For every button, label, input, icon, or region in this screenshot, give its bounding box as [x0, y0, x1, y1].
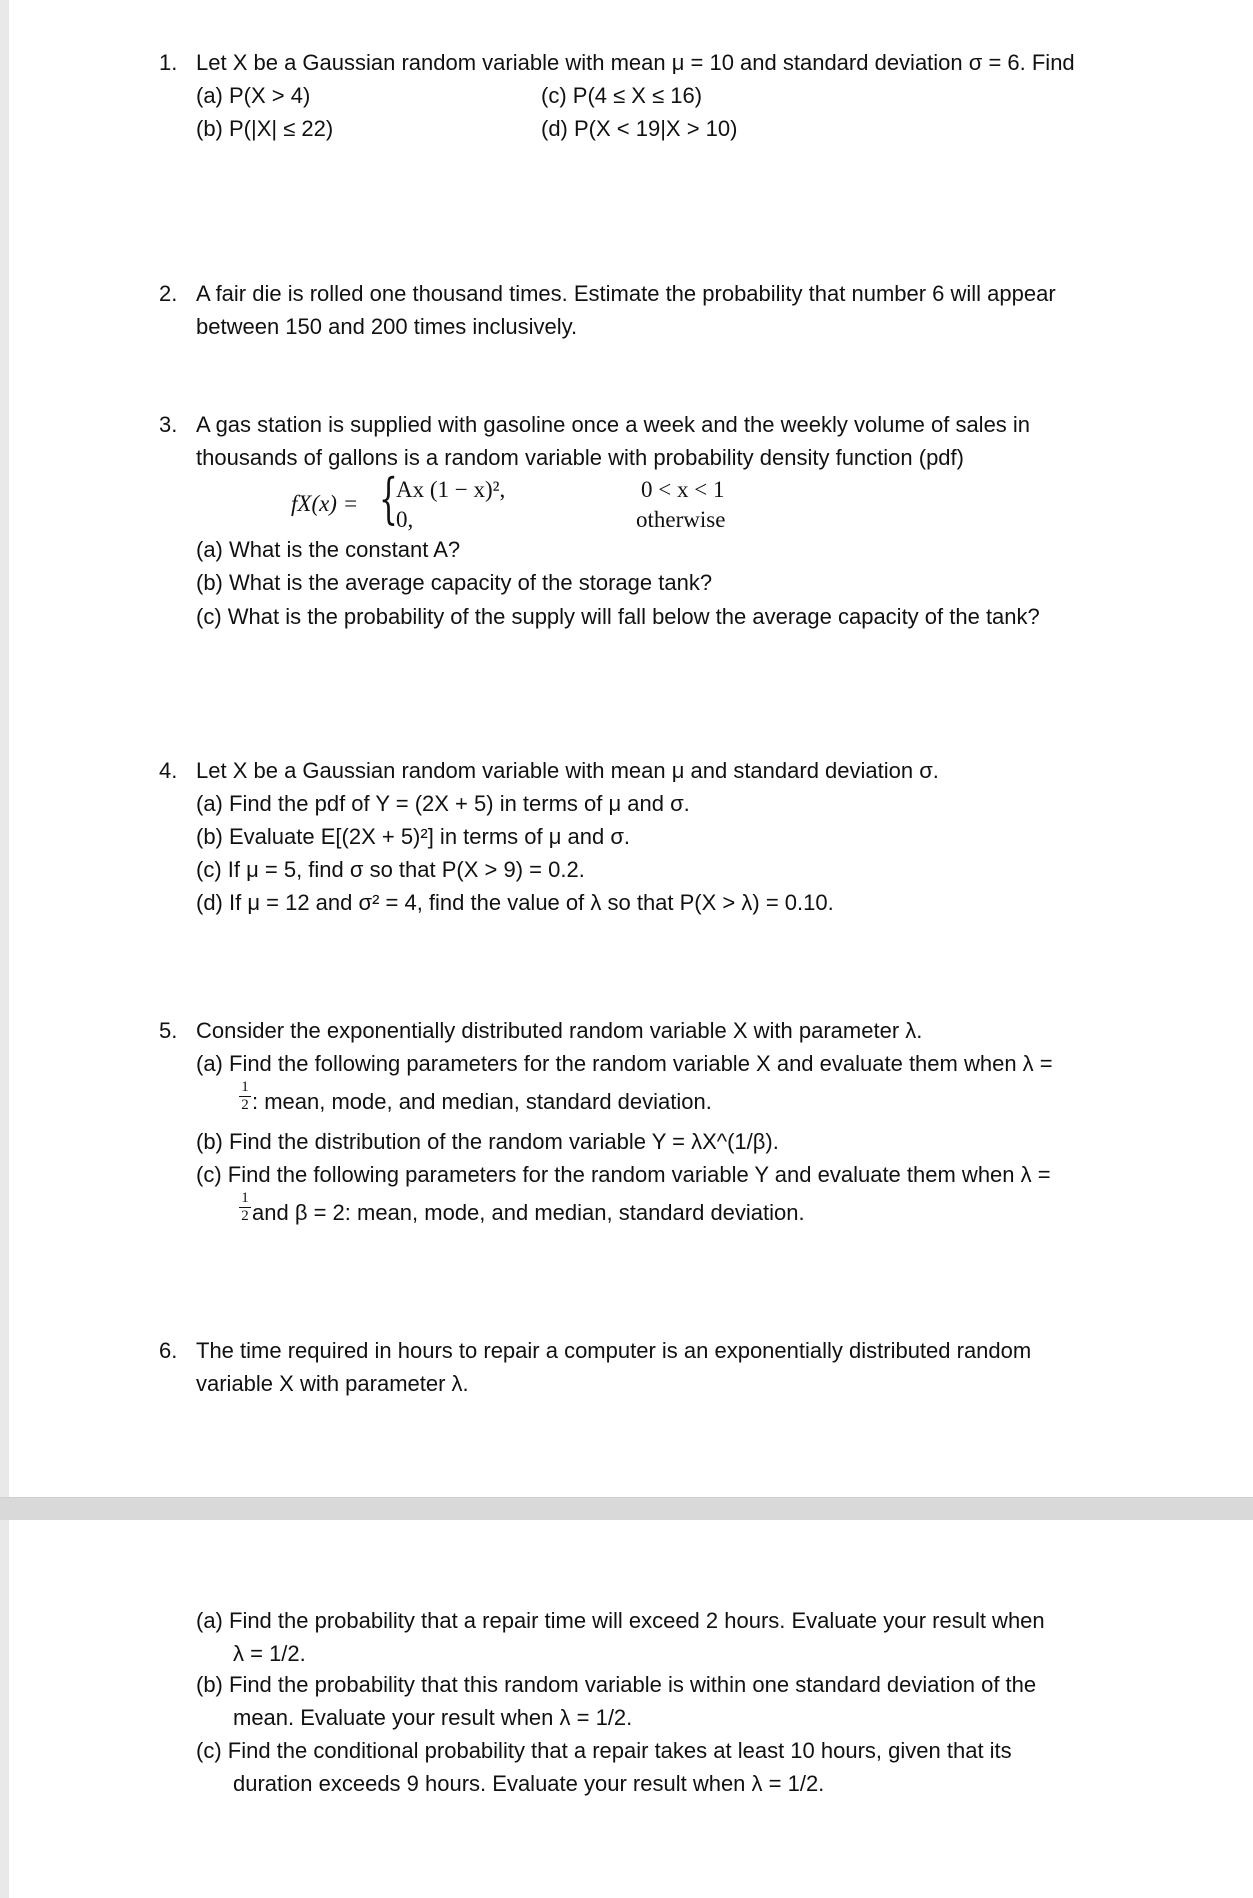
q3-piecewise-brace: {	[379, 467, 398, 530]
q3-part-a: (a) What is the constant A?	[196, 537, 461, 562]
q2-number: 2.	[159, 281, 178, 306]
q3-number: 3.	[159, 412, 178, 437]
q5-part-c-line2: and β = 2: mean, mode, and median, standard deviation.	[252, 1200, 805, 1225]
q3-case2-expr: 0,	[396, 507, 414, 532]
q2-line2: between 150 and 200 times inclusively.	[196, 314, 578, 339]
q3-case1-cond: 0 < x < 1	[641, 477, 725, 502]
q5-part-a-line2: : mean, mode, and median, standard deviation.	[252, 1089, 712, 1114]
q1-stem: Let X be a Gaussian random variable with mean μ = 10 and standard deviation σ = 6. Find	[196, 50, 1075, 75]
q5-part-c-line1: (c) Find the following parameters for the random variable Y and evaluate them when λ =	[196, 1162, 1051, 1187]
q3-case1-expr: Ax (1 − x)²,	[396, 477, 506, 502]
q6-part-a-line2: λ = 1/2.	[233, 1641, 306, 1666]
q5-c-half-numerator: 1	[241, 1190, 249, 1206]
q4-part-b: (b) Evaluate E[(2X + 5)²] in terms of μ and σ.	[196, 824, 631, 849]
q2-line1: A fair die is rolled one thousand times. Estimate the probability that number 6 will appear	[196, 281, 1056, 306]
q6-line2: variable X with parameter λ.	[196, 1371, 469, 1396]
q6-part-c-line2: duration exceeds 9 hours. Evaluate your result when λ = 1/2.	[233, 1771, 825, 1796]
q5-part-b: (b) Find the distribution of the random variable Y = λX^(1/β).	[196, 1129, 779, 1154]
q3-part-c: (c) What is the probability of the supply will fall below the average capacity of the tank?	[196, 604, 1040, 629]
q4-number: 4.	[159, 758, 178, 783]
q6-part-a-line1: (a) Find the probability that a repair time will exceed 2 hours. Evaluate your result when	[196, 1608, 1045, 1633]
q5-a-half-denominator: 2	[241, 1097, 249, 1113]
q3-part-b: (b) What is the average capacity of the storage tank?	[196, 570, 713, 595]
q1-part-c: (c) P(4 ≤ X ≤ 16)	[541, 83, 703, 108]
q5-part-a-line1: (a) Find the following parameters for the random variable X and evaluate them when λ =	[196, 1051, 1053, 1076]
q5-number: 5.	[159, 1018, 178, 1043]
q5-c-half-denominator: 2	[241, 1208, 249, 1224]
q1-number: 1.	[159, 50, 178, 75]
q3-case2-cond: otherwise	[636, 507, 726, 532]
q5-stem: Consider the exponentially distributed random variable X with parameter λ.	[196, 1018, 923, 1043]
q4-stem: Let X be a Gaussian random variable with mean μ and standard deviation σ.	[196, 758, 939, 783]
q5-a-half-numerator: 1	[241, 1079, 249, 1095]
q4-part-a: (a) Find the pdf of Y = (2X + 5) in terms of μ and σ.	[196, 791, 690, 816]
q4-part-c: (c) If μ = 5, find σ so that P(X > 9) = 0.2.	[196, 857, 585, 882]
q6-number: 6.	[159, 1338, 178, 1363]
document-page-2	[0, 1520, 1253, 1898]
page-break	[0, 1497, 1253, 1522]
q3-line2: thousands of gallons is a random variable with probability density function (pdf)	[196, 445, 964, 470]
q3-line1: A gas station is supplied with gasoline once a week and the weekly volume of sales in	[196, 412, 1031, 437]
q6-part-b-line2: mean. Evaluate your result when λ = 1/2.	[233, 1705, 633, 1730]
q6-part-b-line1: (b) Find the probability that this random variable is within one standard deviation of the	[196, 1672, 1037, 1697]
q6-part-c-line1: (c) Find the conditional probability that a repair takes at least 10 hours, given that its	[196, 1738, 1012, 1763]
q3-pdf-lhs: fX(x) =	[291, 491, 359, 516]
q1-part-b: (b) P(|X| ≤ 22)	[196, 116, 334, 141]
q4-part-d: (d) If μ = 12 and σ² = 4, find the value of λ so that P(X > λ) = 0.10.	[196, 890, 834, 915]
q1-part-d: (d) P(X < 19|X > 10)	[541, 116, 738, 141]
q1-part-a: (a) P(X > 4)	[196, 83, 311, 108]
q6-line1: The time required in hours to repair a computer is an exponentially distributed random	[196, 1338, 1032, 1363]
